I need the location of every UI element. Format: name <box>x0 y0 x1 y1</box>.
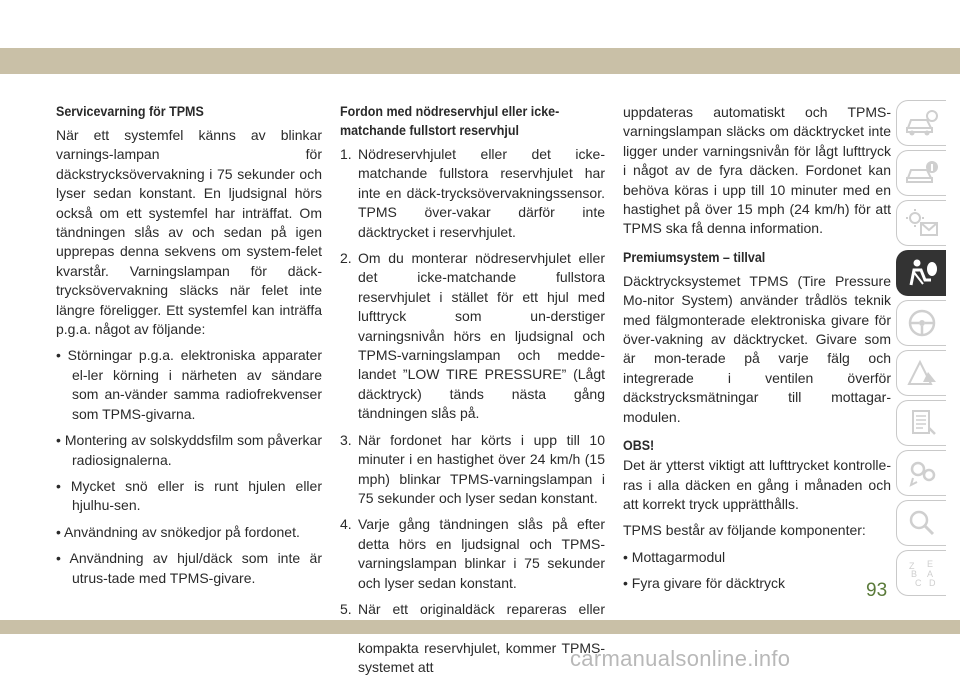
item-number: 3. <box>340 431 352 448</box>
svg-text:B: B <box>910 569 917 579</box>
tab-index[interactable] <box>896 550 946 596</box>
paragraph-continued: uppdateras automatiskt och TPMS-varningslampan släcks om däcktrycket inte ligger under varningsnivån för lågt lufttryck i något av de fyra däcken. Fordonet kan behöva köras i upp till 10 minuter med en hastighet på över 15 mph (24 km/h) för att TPMS ska få denna information. <box>623 104 891 237</box>
section-heading-spare-wheel: Fordon med nödreservhjul eller icke- <box>340 104 560 120</box>
paragraph: När ett systemfel känns av blinkar varnings-lampan för däckstrycksövervakning i 75 sekunder och lyser sedan konstant. En ljudsignal hörs också om ett systemfel har inträffat. Om tändningen slås av och sedan på igen upprepas denna sekvens om system-felet kvarstår. Varningslampan för däck-trycksövervakning släcks när felet inte längre föreligger. Ett systemfel kan inträffa p.g.a. något av följande: <box>56 127 322 338</box>
list-item: • Användning av hjul/däck som inte är utrus-tade med TPMS-givare. <box>56 550 322 586</box>
seatbelt-airbag-icon <box>905 258 939 288</box>
list-item: • Fyra givare för däcktryck <box>623 575 786 592</box>
svg-text:C: C <box>914 578 921 588</box>
item-text: Nödreservhjulet eller det icke-matchande fullstora reservhjulet har inte en däck-trycksövervakningssensor. TPMS över-vakar därför inte däcktrycket i reservhjulet. <box>358 146 605 240</box>
steering-wheel-icon <box>905 308 939 338</box>
numbered-item <box>340 515 605 593</box>
list-item: • Störningar p.g.a. elektroniska apparater el-ler körning i närheten av sändare som an-vänder samma radiofrekvenser som TPMS-givarna. <box>56 347 322 422</box>
tab-car-info[interactable] <box>896 100 946 146</box>
section-heading-premium-system: Premiumsystem – tillval <box>623 249 766 266</box>
paragraph: TPMS består av följande komponenter: <box>623 522 866 539</box>
car-info-alert-icon <box>905 158 939 188</box>
tab-technical-specs[interactable] <box>896 450 946 496</box>
language-index-icon <box>905 558 939 588</box>
section-heading-spare-wheel-line2: matchande fullstort reservhjul <box>340 123 519 139</box>
item-number: 5. <box>340 600 352 617</box>
item-text: Om du monterar nödreservhjulet eller det icke-matchande fullstora reservhjulet i stället för ett hjul med lufttryck som un-derstiger varningsnivån hörs en ljudsignal och TPMS-varningslampan och medde-landet ”LOW TIRE PRESSURE” (Lågt däcktryck) tänds nästa gång tändningen slås på. <box>358 250 605 422</box>
bottom-color-band <box>0 620 960 634</box>
tab-search[interactable] <box>896 500 946 546</box>
list-item: • Mottagarmodul <box>623 548 726 565</box>
service-tools-icon <box>905 458 939 488</box>
item-text: Varje gång tändningen slås på efter detta hörs en ljudsignal och TPMS-varningslampan blinkar i 75 sekunder och lyser sedan konstant. <box>358 516 605 591</box>
svg-text:A: A <box>926 569 933 579</box>
list-item: • Mycket snö eller is runt hjulen eller hjulhu-sen. <box>56 477 322 514</box>
item-number: 4. <box>340 516 352 533</box>
numbered-item <box>340 145 605 242</box>
tab-maintenance[interactable] <box>896 400 946 446</box>
column-1 <box>56 103 322 595</box>
svg-text:E: E <box>926 559 933 569</box>
tab-emergency[interactable] <box>896 350 946 396</box>
note-text: Det är ytterst viktigt att lufttrycket kontrolle-ras i alla däcken en gång i månaden och att korrekt tryck upprätthålls. <box>623 457 891 512</box>
maintenance-checklist-icon <box>905 408 939 438</box>
paragraph: Däcktrycksystemet TPMS (Tire Pressure Mo-nitor System) använder trådlös teknik med fälgmonterade elektroniska givare för över-vakning av däcktrycket. Givare som är mon-terade på varje fälg och integrerade i ventilen överför däckstrycksmätningar till mottagar-modulen. <box>623 272 891 425</box>
roadside-warning-icon <box>905 358 939 388</box>
tab-car-info-alert[interactable] <box>896 150 946 196</box>
car-info-icon <box>905 108 939 138</box>
page-number: 93 <box>866 580 888 601</box>
watermark: carmanualsonline.info <box>570 646 791 671</box>
top-color-band <box>0 48 960 74</box>
column-3 <box>623 103 891 601</box>
item-text: När ett originaldäck repareras eller kompakta reservhjulet, kommer TPMS-systemet att <box>358 600 605 676</box>
tab-safety[interactable] <box>896 250 946 296</box>
column-2 <box>340 103 605 678</box>
item-number: 1. <box>340 146 352 162</box>
item-text: När fordonet har körts i upp till 10 minuter i en hastighet över 24 km/h (15 mph) blinkar TPMS-varningslampan i 75 sekunder och lyser sedan konstant. <box>358 431 605 506</box>
numbered-item <box>340 600 605 678</box>
list-item: • Användning av snökedjor på fordonet. <box>56 523 300 540</box>
list-item: • Montering av solskyddsfilm som påverkar radiosignalerna. <box>56 432 322 468</box>
search-icon <box>905 508 939 538</box>
tab-warning-lights[interactable] <box>896 200 946 246</box>
note-label: OBS! <box>623 438 655 455</box>
numbered-item <box>340 249 605 424</box>
numbered-item <box>340 431 605 509</box>
svg-text:D: D <box>928 578 935 588</box>
warning-lights-icon <box>905 208 939 238</box>
tab-starting-driving[interactable] <box>896 300 946 346</box>
item-number: 2. <box>340 250 352 267</box>
section-heading-service-warning: Servicevarning för TPMS <box>56 104 204 120</box>
svg-text:Z: Z <box>908 561 914 571</box>
